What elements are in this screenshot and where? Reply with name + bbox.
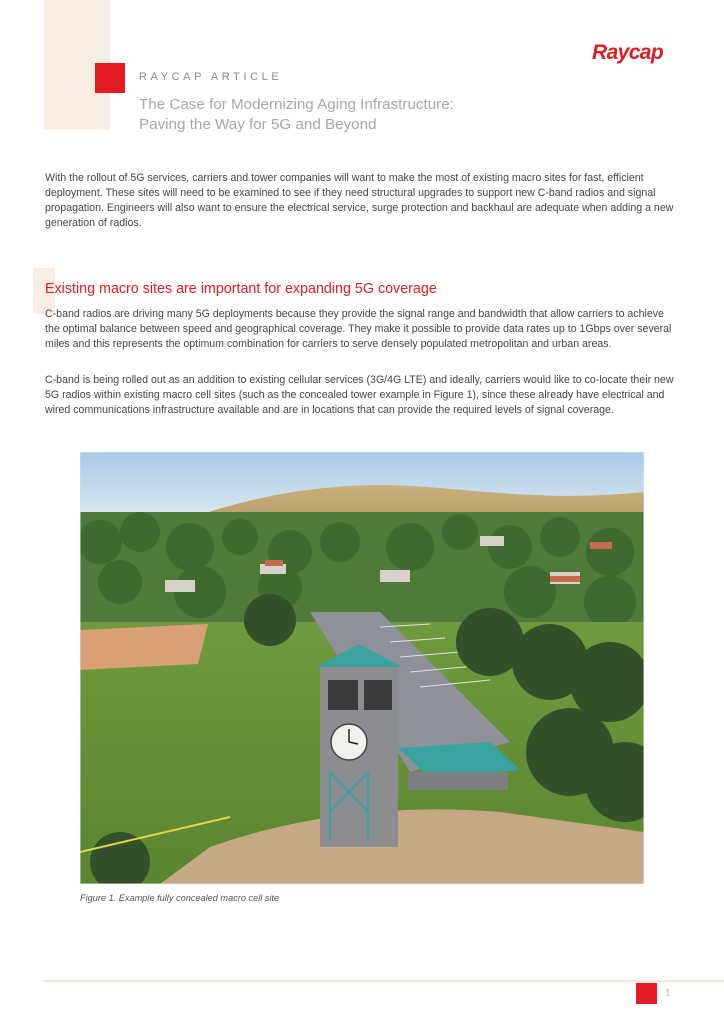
header-red-square (95, 63, 125, 93)
figure-caption: Figure 1. Example fully concealed macro cell site (80, 893, 280, 903)
raycap-logo: Raycap (592, 41, 664, 64)
section-heading: Existing macro sites are important for expanding 5G coverage (45, 281, 437, 297)
article-kicker: RAYCAP ARTICLE (139, 71, 283, 83)
title-line-1: The Case for Modernizing Aging Infrastructure: (139, 96, 454, 113)
footer-divider (44, 980, 724, 982)
intro-paragraph: With the rollout of 5G services, carriers and tower companies will want to make the most of existing macro sites for fast, efficient deployment. These sites will need to be examined to see if they need structural upgrades to support new C-band radios and signal propagation. Engineers will also want to ensure the electrical service, surge protection and backhaul are adequate when adding a new generation of radios. (45, 172, 674, 230)
section-paragraph-1: C-band radios are driving many 5G deployments because they provide the signal range and bandwidth that allow carriers to achieve the optimal balance between speed and geographical coverage. They make it possible to provide data rates up to 1Gbps over several miles and this represents the optimum combination for carriers to serve densely populated metropolitan and urban areas. (45, 308, 672, 351)
footer-red-square (636, 983, 657, 1004)
page-number: 1 (665, 988, 671, 999)
section-paragraph-2: C-band is being rolled out as an addition to existing cellular services (3G/4G LTE) and ideally, carriers would like to co-locate their new 5G radios within existing macro cell sites (such as the concealed tower example in Figure 1), since these already have electrical and wired communications infrastructure available and are in locations that can provide the required levels of signal coverage. (45, 374, 674, 417)
article-title (139, 95, 539, 135)
aerial-photo-illustration (80, 452, 644, 884)
figure-photo-cell-tower (80, 452, 644, 884)
title-line-2: Paving the Way for 5G and Beyond (139, 116, 377, 133)
